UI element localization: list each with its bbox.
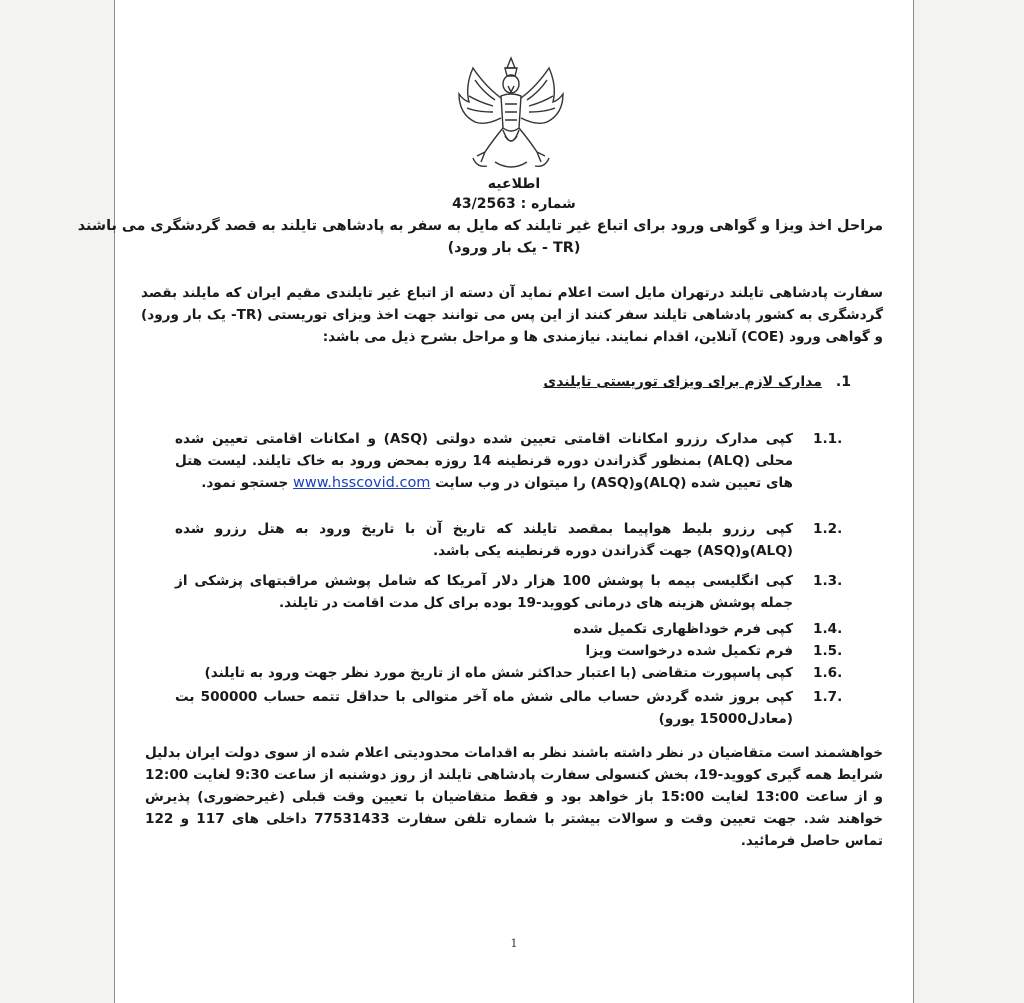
intro-paragraph: سفارت پادشاهی تایلند درتهران مایل است اعلام نماید آن دسته از اتباع غیر تایلندی مقیم ایران که مایلند بقصد گردشگری به کشور پادشاهی تایلند سفر کنند از این پس می توانند جهت اخذ ویزای توریستی (TR- یک بار ورود) و گواهی ورود (COE) آنلاین، اقدام نمایند. نیازمندی ها و مراحل بشرح ذیل می باشد: xyxy=(141,285,883,345)
requirement-item xyxy=(175,570,853,614)
requirement-item xyxy=(175,640,853,662)
item-text: کپی پاسپورت متقاضی (با اعتبار حداکثر شش ماه از تاریخ مورد نظر جهت ورود به تایلند) xyxy=(204,665,793,681)
item-text: کپی فرم خوداظهاری تکمیل شده xyxy=(573,621,793,637)
requirement-item xyxy=(175,518,853,562)
item-text: کپی بروز شده گردش حساب مالی شش ماه آخر متوالی با حداقل تتمه حساب 500000 بت (معادل15000 یورو) xyxy=(175,689,793,727)
item-number: 1.3. xyxy=(813,573,843,589)
item-text: کپی مدارک رزرو امکانات اقامتی تعیین شده دولتی (ASQ) و امکانات اقامتی تعیین شده محلی (ALQ) بمنظور گذراندن دوره قرنطینه 14 روزه بمحض ورود به خاک تایلند. لیست هتل های تعیین شده (ALQ)و(ASQ) را میتوان در وب سایت xyxy=(175,431,793,491)
section-number: 1. xyxy=(835,374,851,390)
item-text: کپی رزرو بلیط هواپیما بمقصد تایلند که تاریخ آن با تاریخ ورود به هتل رزرو شده (ALQ)و(ASQ) جهت گذراندن دوره قرنطینه یکی باشد. xyxy=(175,521,793,559)
closing-text-end: متقاضیان با تعیین وقت قبلی (غیرحضوری) پذیرش خواهند شد. جهت تعیین وقت و سوالات بیشتر با شماره تلفن سفارت 77531433 داخلی های 117 و 122 تماس حاصل فرمائید. xyxy=(145,789,883,849)
notice-number: شماره : 43/2563 xyxy=(452,196,576,212)
section-title: مدارک لازم برای ویزای توریستی تایلندی xyxy=(543,374,822,390)
item-number: 1.6. xyxy=(813,665,843,681)
requirement-item xyxy=(175,618,853,640)
document-page xyxy=(77,0,914,1003)
requirement-item xyxy=(175,428,853,494)
section-heading xyxy=(543,374,851,390)
notice-title: اطلاعیه xyxy=(487,176,541,192)
closing-emphasis: فقط xyxy=(503,789,539,805)
item-text: فرم تکمیل شده درخواست ویزا xyxy=(585,643,793,659)
item-text-after: جستجو نمود. xyxy=(201,475,289,491)
hsscovid-link[interactable]: www.hsscovid.com xyxy=(293,475,431,491)
requirement-item xyxy=(175,686,853,730)
item-text: کپی انگلیسی بیمه با پوشش 100 هزار دلار آمریکا که شامل پوشش مراقبتهای پزشکی از جمله پوشش هزینه های درمانی کووید-19 بوده برای کل مدت اقامت در تایلند. xyxy=(175,573,794,611)
item-number: 1.7. xyxy=(813,689,843,705)
page-number: 1 xyxy=(510,937,518,950)
item-number: 1.5. xyxy=(813,643,843,659)
item-number: 1.1. xyxy=(813,431,843,447)
notice-subject-visa-type: (TR - یک بار ورود) xyxy=(447,240,581,256)
notice-subject: مراحل اخذ ویزا و گواهی ورود برای اتباع غیر تایلند که مایل به سفر به پادشاهی تایلند به قصد گردشگری می باشند xyxy=(77,218,883,234)
garuda-emblem-icon xyxy=(455,56,567,174)
closing-text: خواهشمند است متقاضیان در نظر داشته باشند نظر به اقدامات محدودیتی اعلام شده از سوی دولت ایران بدلیل شرایط همه گیری کووید-19، بخش کنسولی سفارت پادشاهی تایلند از روز دوشنبه از ساعت 9:30 لغایت 12:00 و از ساعت 13:00 لغایت 15:00 باز خواهد بود و xyxy=(144,745,884,805)
item-number: 1.4. xyxy=(813,621,843,637)
closing-paragraph xyxy=(145,742,883,852)
requirement-item xyxy=(175,662,853,684)
item-number: 1.2. xyxy=(813,521,843,537)
